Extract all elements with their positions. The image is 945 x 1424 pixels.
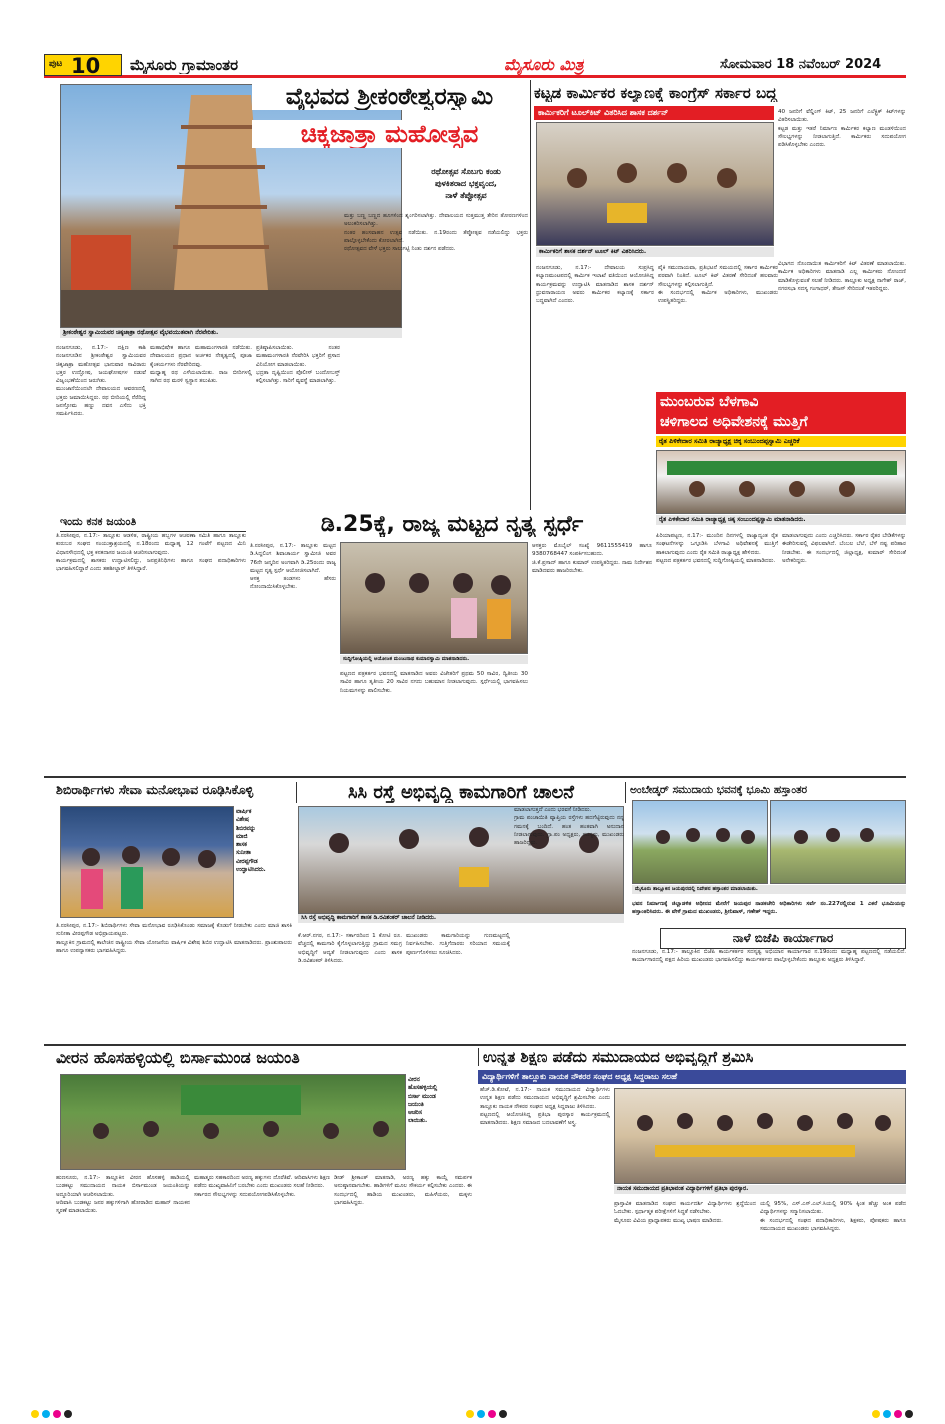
mumbaru-body-col1: ಪಿರಿಯಾಪಟ್ಟಣ, ನ.17:- ಮುಂದಿನ ದಿನಗಳಲ್ಲಿ ರಾಜ್ಯಾದ್ಯಂತ ರೈತ ಸಂಘಟನೆಗಳನ್ನು ಒಗ್ಗೂಡಿಸಿ ಬೆಳಗಾವಿ ಅಧಿವೇಶನಕ್ಕೆ ಮುತ್ತಿಗೆ ಹಾಕಲಾಗುವುದು ಎಂದು ರೈತ ಸಮಿತಿ ರಾಜ್ಯಾಧ್ಯಕ್ಷ ಹೇಳಿದರು. ಪಟ್ಟಣದ ಪತ್ರಕರ್ತರ ಭವನದಲ್ಲಿ ಸುದ್ದಿಗೋಷ್ಠಿಯಲ್ಲಿ ಮಾತನಾಡಿದರು.: [656, 533, 778, 564]
shikshana-photo: [614, 1088, 906, 1184]
shikshana-body-col2: ಪ್ರಾಸ್ತಾವಿಕ ಮಾತನಾಡಿದ ಸಂಘದ ಕಾರ್ಯದರ್ಶಿ ವಿದ್ಯಾರ್ಥಿಗಳು ಶ್ರದ್ಧೆಯಿಂದ ಓದಬೇಕು. ಸ್ಪರ್ಧಾತ್ಮಕ ಪರೀಕ್ಷೆಗಳಿಗೆ ಸಿದ್ಧತೆ ನಡೆಸಬೇಕು. ಮೈಸೂರು ವಿವಿಯ ಪ್ರಾಧ್ಯಾಪಕರು ಮುಖ್ಯ ಭಾಷಣ ಮಾಡಿದರು.: [614, 1201, 756, 1224]
cc-headline: ಸಿಸಿ ರಸ್ತೆ ಅಭಿವೃದ್ಧಿ ಕಾಮಗಾರಿಗೆ ಚಾಲನೆ: [296, 782, 626, 803]
ambedkar-group-graphic-2: [771, 801, 906, 884]
shikshana-group-graphic: [615, 1089, 906, 1184]
dance-body-col1: ತಿ.ನರಸೀಪುರ, ನ.17:- ತಾಲ್ಲೂಕು ಮಟ್ಟದ ಡಿ.ಸಿದ್ದಲಿಂಗ ಶಿವಾಚಾರ್ಯ ಸ್ವಾಮೀಜಿ ಅವರ 76ನೇ ಜನ್ಮದಿನ ಅಂಗವಾಗಿ ಡಿ.25ರಂದು ರಾಜ್ಯ ಮಟ್ಟದ ನೃತ್ಯ ಸ್ಪರ್ಧೆ ಆಯೋಜಿಸಲಾಗಿದೆ. ಆಸಕ್ತ ತಂಡಗಳು ಹೆಸರು ನೋಂದಾಯಿಸಿಕೊಳ್ಳಬೇಕು.: [250, 543, 336, 591]
page-number: 10: [71, 54, 101, 78]
birsa-headline: ವೀರನ ಹೊಸಹಳ್ಳಿಯಲ್ಲಿ ಬಿರ್ಸಾಮುಂಡ ಜಯಂತಿ: [56, 1048, 300, 1067]
registration-marks: [30, 1404, 915, 1414]
section-divider-2: [44, 1044, 906, 1046]
kalyana-body-col1: 40 ಜನರಿಗೆ ವೆಲ್ಡಿಂಗ್ ಕಿಟ್, 25 ಜನರಿಗೆ ಎಲೆಕ್ಟ್ರಿಕ್ ಕಿಟ್‌ಗಳನ್ನು ವಿತರಿಸಲಾಯಿತು. ಕಟ್ಟಡ ಮತ್ತು ಇತರೆ ನಿರ್ಮಾಣ ಕಾರ್ಮಿಕರ ಕಲ್ಯಾಣ ಮಂಡಳಿಯಿಂದ ಸೌಲಭ್ಯಗಳನ್ನು ನೀಡಲಾಗುತ್ತಿದೆ. ಕಾರ್ಮಿಕರು ಸದುಪಯೋಗ ಪಡಿಸಿಕೊಳ್ಳಬೇಕು ಎಂದರು.: [778, 109, 906, 149]
kalyana-headline: ಕಟ್ಟಡ ಕಾರ್ಮಿಕರ ಕಲ್ಯಾಣಕ್ಕೆ ಕಾಂಗ್ರೆಸ್ ಸರ್ಕಾರ ಬದ್ಧ: [534, 84, 778, 102]
mumbaru-photo: [656, 450, 906, 514]
dance-photo: [340, 542, 528, 654]
temple-body-col1: ನಂಜನಗೂಡು, ನ.17:- ದಕ್ಷಿಣ ಕಾಶಿ ನಂಜನಗೂಡಿನ ಶ್ರೀಕಂಠೇಶ್ವರ ಸ್ವಾಮಿಯವರ ಚಿಕ್ಕಜಾತ್ರಾ ಮಹೋತ್ಸವ ಭಾನುವಾರ ಸಾವಿರಾರು ಭಕ್ತರ ಉದ್ಘೋಷ, ಜಯಘೋಷಗಳ ನಡುವೆ ವಿಜೃಂಭಣೆಯಿಂದ ಜರುಗಿತು. ಮುಂಜಾನೆಯಿಂದಲೇ ದೇವಾಲಯದ ಆವರಣದಲ್ಲಿ ಭಕ್ತರು ಜಮಾಯಿಸಿದ್ದರು. ರಥ ಬೀದಿಯಲ್ಲಿ ನೆರೆದಿದ್ದ ಜನಸ್ತೋಮ ಹಣ್ಣು ದವನ ಎಸೆದು ಭಕ್ತಿ ಸಮರ್ಪಿಸಿದರು.: [56, 345, 146, 418]
mumbaru-body-col2: ಮಾಡಲಾಗುವುದು ಎಂದು ಎಚ್ಚರಿಸಿದರು. ಸರ್ಕಾರ ರೈತರ ಬೇಡಿಕೆಗಳನ್ನು ಈಡೇರಿಸುವಲ್ಲಿ ವಿಫಲವಾಗಿದೆ. ಬೆಂಬಲ ಬೆಲೆ, ಬೆಳೆ ನಷ್ಟ ಪರಿಹಾರ ನೀಡಬೇಕು. ಈ ಸಂದರ್ಭದಲ್ಲಿ ಜಿಲ್ಲಾಧ್ಯಕ್ಷ, ಕುಮಾರ್ ಸೇರಿದಂತೆ ಅನೇಕರಿದ್ದರು.: [782, 533, 906, 564]
kanaka-body: ತಿ.ನರಸೀಪುರ, ನ.17:- ತಾಲ್ಲೂಕು ಆಡಳಿತ, ರಾಷ್ಟ್ರೀಯ ಹಬ್ಬಗಳ ಆಚರಣಾ ಸಮಿತಿ ಹಾಗೂ ತಾಲ್ಲೂಕು ಕುರುಬರ ಸಂಘದ ಸಂಯುಕ್ತಾಶ್ರಯದಲ್ಲಿ ನ.18ರಂದು ಮಧ್ಯಾಹ್ನ 12 ಗಂಟೆಗೆ ಪಟ್ಟಣದ ಮಿನಿ ವಿಧಾನಸೌಧದಲ್ಲಿ ಭಕ್ತ ಕನಕದಾಸರ ಜಯಂತಿ ಆಚರಿಸಲಾಗುವುದು. ಕಾರ್ಯಕ್ರಮದಲ್ಲಿ ಶಾಸಕರು ಉದ್ಘಾಟಿಸಲಿದ್ದು, ಜನಪ್ರತಿನಿಧಿಗಳು ಹಾಗೂ ಸಂಘದ ಪದಾಧಿಕಾರಿಗಳು ಭಾಗವಹಿಸಲಿದ್ದಾರೆ ಎಂದು ತಹಶೀಲ್ದಾರ್ ತಿಳಿಸಿದ್ದಾರೆ.: [56, 533, 246, 573]
cc-body-col3: ಮಾಡಲಾಗುತ್ತದೆ ಎಂದು ಭರವಸೆ ನೀಡಿದರು. ಗ್ರಾಮ ಪಂಚಾಯಿತಿ ವ್ಯಾಪ್ತಿಯ ರಸ್ತೆಗಳು ಹದಗೆಟ್ಟಿರುವುದು ನನ್ನ ಗಮನಕ್ಕೆ ಬಂದಿದೆ. ಹಂತ ಹಂತವಾಗಿ ಅನುದಾನ ನೀಡಲಾಗುವುದು. ಗ್ರಾ.ಪಂ ಅಧ್ಯಕ್ಷರು, ಸದಸ್ಯರು, ಮುಖಂಡರು ಹಾಜರಿದ್ದರು.: [514, 807, 624, 847]
ambedkar-group-graphic-1: [633, 801, 768, 884]
temple-body-col2: ಮಹಾಭಿಷೇಕ ಹಾಗೂ ಮಹಾಮಂಗಳಾರತಿ ನಡೆಯಿತು. ದೇವಾಲಯದ ಪ್ರಧಾನ ಅರ್ಚಕರ ನೇತೃತ್ವದಲ್ಲಿ ಪೂಜಾ ಕೈಂಕರ್ಯಗಳು ನೆರವೇರಿದವು. ಮಧ್ಯಾಹ್ನ ರಥ ಎಳೆಯಲಾಯಿತು. ರಾಜ ಬೀದಿಗಳಲ್ಲಿ ಸಾಗಿದ ರಥ ಮರಳಿ ಸ್ವಸ್ಥಾನ ತಲುಪಿತು.: [150, 345, 252, 385]
shibira-headline: ಶಿಬಿರಾರ್ಥಿಗಳು ಸೇವಾ ಮನೋಭಾವ ರೂಢಿಸಿಕೊಳ್ಳಿ: [56, 782, 254, 797]
date: ಸೋಮವಾರ 18 ನವೆಂಬರ್ 2024: [720, 57, 882, 72]
birsa-body-col3: ಡೀಡ್ ಶ್ರೀಕಾಂತ್ ಮಾತನಾಡಿ, ಅರಣ್ಯ ಹಕ್ಕು ಕಾಯ್ದೆ ಸಮರ್ಪಕ ಅನುಷ್ಠಾನವಾಗಬೇಕು. ಹಾಡಿಗಳಿಗೆ ಮೂಲ ಸೌಕರ್ಯ ಕಲ್ಪಿಸಬೇಕು ಎಂದರು. ಈ ಸಂದರ್ಭದಲ್ಲಿ ಹಾಡಿಯ ಮುಖಂಡರು, ಮಹಿಳೆಯರು, ಮಕ್ಕಳು ಭಾಗವಹಿಸಿದ್ದರು.: [334, 1175, 472, 1206]
temple-headline-2: ಚಿಕ್ಕಜಾತ್ರಾ ಮಹೋತ್ಸವ: [252, 120, 527, 148]
shikshana-body-col1: ಹೆಚ್.ಡಿ.ಕೋಟೆ, ನ.17:- ನಾಯಕ ಸಮುದಾಯದ ವಿದ್ಯಾರ್ಥಿಗಳು ಉನ್ನತ ಶಿಕ್ಷಣ ಪಡೆದು ಸಮುದಾಯದ ಅಭಿವೃದ್ಧಿಗೆ ಶ್ರಮಿಸಬೇಕು ಎಂದು ತಾಲ್ಲೂಕು ನಾಯಕ ನೌಕರರ ಸಂಘದ ಅಧ್ಯಕ್ಷ ಸಿದ್ದರಾಜು ತಿಳಿಸಿದರು. ಪಟ್ಟಣದಲ್ಲಿ ಆಯೋಜಿಸಿದ್ದ ಪ್ರತಿಭಾ ಪುರಸ್ಕಾರ ಕಾರ್ಯಕ್ರಮದಲ್ಲಿ ಮಾತನಾಡಿದರು. ಶಿಕ್ಷಣ ಸಮಾಜದ ಬದಲಾವಣೆಗೆ ಅಸ್ತ್ರ.: [480, 1087, 610, 1127]
kalyana-body-col2: ನಂಜನಗೂಡು, ನ.17:- ದೇವಾಲಯ ಸುಪ್ರಸಿದ್ಧ ಕಲ್ಯಾಣಮಂಟಪದಲ್ಲಿ ಕಾರ್ಮಿಕ ಇಲಾಖೆ ವತಿಯಿಂದ ಆಯೋಜಿಸಿದ್ದ ಕಾರ್ಯಕ್ರಮವನ್ನು ಉದ್ಘಾಟಿಸಿ ಮಾತನಾಡಿದ ಶಾಸಕ ದರ್ಶನ್ ಧ್ರುವನಾರಾಯಣ ಅವರು ಕಾರ್ಮಿಕರ ಕಲ್ಯಾಣಕ್ಕೆ ಸರ್ಕಾರ ಬದ್ಧವಾಗಿದೆ ಎಂದರು.: [536, 265, 654, 305]
cc-body-col2: ಮುಖಂಡರು ಕಾಮಗಾರಿಯನ್ನು ಗುಣಮಟ್ಟದಲ್ಲಿ ನಿರ್ವಹಿಸಬೇಕು. ಗುತ್ತಿಗೆದಾರರು ಸರಿಯಾದ ಸಮಯಕ್ಕೆ ಪೂರ್ಣಗೊಳಿಸಲು ಸೂಚಿಸಿದರು.: [406, 933, 510, 956]
section-divider: [44, 776, 906, 778]
bjp-body: ನಂಜನಗೂಡು, ನ.17:- ತಾಲ್ಲೂಕಿನ ಬಿಜೆಪಿ ಕಾರ್ಯಕರ್ತರ ಸದಸ್ಯತ್ವ ಅಭಿಯಾನ ಕಾರ್ಯಾಗಾರ ನ.19ರಂದು ಮಧ್ಯಾಹ್ನ ಪಟ್ಟಣದಲ್ಲಿ ನಡೆಯಲಿದೆ. ಕಾರ್ಯಾಗಾರದಲ್ಲಿ ಪಕ್ಷದ ಹಿರಿಯ ಮುಖಂಡರು ಭಾಗವಹಿಸಲಿದ್ದು ಕಾರ್ಯಕರ್ತರು ಪಾಲ್ಗೊಳ್ಳಬೇಕೆಂದು ತಾಲ್ಲೂಕು ಅಧ್ಯಕ್ಷರು ತಿಳಿಸಿದ್ದಾರೆ.: [632, 949, 906, 964]
shibira-photo: [60, 806, 234, 918]
kalyana-body-col3: ಪೈಕಿ ಸಮುದಾಯವಾ, ಪ್ರತಿಭಟನೆ ಸಮಯದಲ್ಲಿ ಸರ್ಕಾರ ಕಾರ್ಮಿಕರ ಪರವಾಗಿ ನಿಂತಿದೆ. ಟೂಲ್ ಕಿಟ್ ವಿತರಣೆ ಸೇರಿದಂತೆ ಹಲವಾರು ಸೌಲಭ್ಯಗಳನ್ನು ಕಲ್ಪಿಸಲಾಗುತ್ತಿದೆ. ಈ ಸಂದರ್ಭದಲ್ಲಿ ಕಾರ್ಮಿಕ ಅಧಿಕಾರಿಗಳು, ಮುಖಂಡರು ಉಪಸ್ಥಿತರಿದ್ದರು.: [658, 265, 778, 305]
mumbaru-subheadline: ರೈತ ಪಿಳಿಕೇದಾರ ಸಮಿತಿ ರಾಜ್ಯಾಧ್ಯಕ್ಷ ಚಿಕ್ಕ ಸಂಬುಂದಪ್ಪಸ್ವಾಮಿ ಎಚ್ಚರಿಕೆ: [656, 436, 906, 447]
temple-body-col3: ಪ್ರತಿಷ್ಠಾಪಿಸಲಾಯಿತು. ನಂತರ ಮಹಾಮಂಗಳಾರತಿ ನೆರವೇರಿಸಿ ಭಕ್ತರಿಗೆ ಪ್ರಸಾದ ವಿನಿಯೋಗ ಮಾಡಲಾಯಿತು. ಭದ್ರತಾ ದೃಷ್ಟಿಯಿಂದ ಪೊಲೀಸ್ ಬಂದೋಬಸ್ತ್ ಕಲ್ಪಿಸಲಾಗಿತ್ತು. ಸಾರಿಗೆ ವ್ಯವಸ್ಥೆ ಮಾಡಲಾಗಿತ್ತು.: [256, 345, 340, 385]
mumbaru-headline-1: ಮುಂಬರುವ ಬೆಳಗಾವಿ: [660, 394, 759, 410]
birsa-body-col2: ಮಹಾತ್ಮರು ಸಹಕಾರದಿಂದ ಅರಣ್ಯ ಹಕ್ಕುಗಳು ದೊರೆತಿವೆ. ಆದಿವಾಸಿಗಳು ಶಿಕ್ಷಣ ಪಡೆದು ಮುಖ್ಯವಾಹಿನಿಗೆ ಬರಬೇಕು ಎಂದು ಮುಖಂಡರು ಸಲಹೆ ನೀಡಿದರು. ಸರ್ಕಾರದ ಸೌಲಭ್ಯಗಳನ್ನು ಸದುಪಯೋಗಪಡಿಸಿಕೊಳ್ಳಬೇಕು.: [194, 1175, 330, 1198]
shikshana-body-col3: ಯಲ್ಲಿ 95%, ಎಸ್.ಎಸ್.ಎಲ್.ಸಿಯಲ್ಲಿ 90% ಕ್ಕಿಂತ ಹೆಚ್ಚು ಅಂಕ ಪಡೆದ ವಿದ್ಯಾರ್ಥಿಗಳನ್ನು ಸನ್ಮಾನಿಸಲಾಯಿತು. ಈ ಸಂದರ್ಭದಲ್ಲಿ ಸಂಘದ ಪದಾಧಿಕಾರಿಗಳು, ಶಿಕ್ಷಕರು, ಪೋಷಕರು ಹಾಗೂ ಸಮುದಾಯದ ಮುಖಂಡರು ಭಾಗವಹಿಸಿದ್ದರು.: [760, 1201, 906, 1232]
dance-body-col3: ಆಸಕ್ತರು ಮೊಬೈಲ್ ಸಂಖ್ಯೆ 9611555419 ಹಾಗೂ 9380768447 ಸಂಪರ್ಕಿಸಬಹುದು. ಜಿ.ಕೆ.ಪ್ರಸಾದ್ ಹಾಗೂ ಕುಮಾರ್ ಉಪಸ್ಥಿತರಿದ್ದರು. ನಾಮ ನಿರ್ದೇಶನ ಮಾಡಿದವರು ಹಾಜರಿರಬೇಕು.: [532, 543, 652, 574]
kalyana-subheadline: ಕಾರ್ಮಿಕರಿಗೆ ಟೂಲ್‌ಕಿಟ್ ವಿತರಿಸಿದ ಶಾಸಕ ದರ್ಶನ್: [534, 106, 774, 120]
shikshana-headline: ಉನ್ನತ ಶಿಕ್ಷಣ ಪಡೆದು ಸಮುದಾಯದ ಅಭಿವೃದ್ಧಿಗೆ ಶ್ರಮಿಸಿ: [478, 1048, 906, 1066]
mumbaru-group-graphic: [657, 451, 906, 514]
cc-body-col1: ಕೆ.ಆರ್.ನಗರ, ನ.17:- ಸರ್ಕಾರದಿಂದ 1 ಕೋಟಿ ರೂ. ವೆಚ್ಚದಲ್ಲಿ ಕಾಮಗಾರಿ ಕೈಗೊಳ್ಳಲಾಗುತ್ತಿದ್ದು ಗ್ರಾಮದ ಸಮಗ್ರ ಅಭಿವೃದ್ಧಿಗೆ ಆದ್ಯತೆ ನೀಡಲಾಗುವುದು ಎಂದು ಶಾಸಕ ಡಿ.ರವಿಶಂಕರ್ ತಿಳಿಸಿದರು.: [298, 933, 402, 964]
birsa-photo: [60, 1074, 406, 1170]
temple-caption: ಶ್ರೀಕಂಠೇಶ್ವರ ಸ್ವಾಮಿಯವರ ಚಿಕ್ಕಜಾತ್ರಾ ರಥೋತ್ಸವ ವೈಭವಯುತವಾಗಿ ನೆರವೇರಿತು.: [60, 328, 402, 338]
temple-body-col4: ಮತ್ತು ಬಣ್ಣ ಬಣ್ಣದ ಹೂಗಳಿಂದ ಶೃಂಗರಿಸಲಾಗಿತ್ತು. ದೇವಾಲಯದ ಸುತ್ತಮುತ್ತ ತೇರಿನ ತೋರಣಗಳಿಂದ ಅಲಂಕರಿಸಲಾಗಿತ್ತು. ನಂತರ ಹಂಸವಾಹನ ಉತ್ಸವ ನಡೆಯಿತು. ನ.19ರಂದು ತೆಪ್ಪೋತ್ಸವ ನಡೆಯಲಿದ್ದು ಭಕ್ತರು ಪಾಲ್ಗೊಳ್ಳಬೇಕೆಂದು ಕೋರಲಾಗಿದೆ. ರಥೋತ್ಸವದ ವೇಳೆ ಭಕ್ತರು ಸಾಲುಗಟ್ಟಿ ನಿಂತು ದರ್ಶನ ಪಡೆದರು.: [344, 213, 528, 253]
ambedkar-photo-2: [770, 800, 906, 884]
bjp-headline: ನಾಳೆ ಬಿಜೆಪಿ ಕಾರ್ಯಾಗಾರ: [660, 928, 906, 949]
ambedkar-caption: ಮೈಸೂರು ತಾಲ್ಲೂಕಿನ ಜಯಪುರದಲ್ಲಿ ನಿವೇಶನ ಹಸ್ತಾಂತರ ಮಾಡಲಾಯಿತು.: [632, 885, 906, 894]
paper-name: ಮೈಸೂರು ಮಿತ್ರ: [504, 55, 584, 74]
kalyana-photo: [536, 122, 774, 246]
shikshana-caption: ನಾಯಕ ಸಮುದಾಯದ ಪ್ರತಿಭಾವಂತ ವಿದ್ಯಾರ್ಥಿಗಳಿಗೆ ಪ್ರತಿಭಾ ಪುರಸ್ಕಾರ.: [614, 1185, 906, 1194]
kalyana-body-col4: ವಿಭಾಗದ ನೊಂದಾಯಿತ ಕಾರ್ಮಿಕರಿಗೆ ಕಿಟ್ ವಿತರಣೆ ಮಾಡಲಾಯಿತು. ಕಾರ್ಮಿಕ ಅಧಿಕಾರಿಗಳು ಮಾತನಾಡಿ ಎಲ್ಲ ಕಾರ್ಮಿಕರು ನೋಂದಣಿ ಮಾಡಿಕೊಳ್ಳುವಂತೆ ಸಲಹೆ ನೀಡಿದರು. ತಾಲ್ಲೂಕು ಅಧ್ಯಕ್ಷ ನಾಗೇಶ್ ರಾಜ್, ನಗರಸಭಾ ಸದಸ್ಯ ಗಂಗಾಧರ್, ತೇಜಸ್ ಸೇರಿದಂತೆ ಇತರರಿದ್ದರು.: [778, 261, 906, 292]
ambedkar-photo-1: [632, 800, 768, 884]
ambedkar-body: ಭವನ ನಿರ್ಮಾಣಕ್ಕೆ ಜಿಲ್ಲಾಡಳಿತ ಅಧೀನದ ಮೇರೆಗೆ ಜಯಪುರ ನಾಡಕಚೇರಿ ಅಧಿಕಾರಿಗಳು ಸರ್ವೆ ನಂ.227ರಲ್ಲಿರುವ 1 ಎಕರೆ ಭೂಮಿಯನ್ನು ಹಸ್ತಾಂತರಿಸಿದರು. ಈ ವೇಳೆ ಗ್ರಾಮದ ಮುಖಂಡರು, ಶ್ರೀನಿವಾಸ್, ಗಣೇಶ್ ಇದ್ದರು.: [632, 901, 906, 916]
temple-headline-1: ವೈಭವದ ಶ್ರೀಕಂಠೇಶ್ವರಸ್ವಾಮಿ: [252, 84, 527, 110]
kanaka-headline: ಇಂದು ಕನಕ ಜಯಂತಿ: [60, 515, 246, 532]
column-divider: [530, 80, 531, 510]
mumbaru-headline-2: ಚಳಿಗಾಲದ ಅಧಿವೇಶನಕ್ಕೆ ಮುತ್ತಿಗೆ: [660, 414, 808, 430]
masthead: [44, 52, 906, 78]
temple-subheadline: ರಥೋತ್ಸವ ಸೊಬಗು ಕಂಡು ಪುಳಕಿತರಾದ ಭಕ್ತವೃಂದ, ನಾಳೆ ತೆಪ್ಪೋತ್ಸವ: [431, 167, 501, 200]
dance-group-graphic: [341, 543, 528, 654]
birsa-body-col1: ಹುಣಸೂರು, ನ.17:- ತಾಲ್ಲೂಕಿನ ವೀರನ ಹೊಸಹಳ್ಳಿ ಹಾಡಿಯಲ್ಲಿ ಬುಡಕಟ್ಟು ಸಮುದಾಯದ ನಾಯಕ ಬಿರ್ಸಾಮುಂಡ ಜಯಂತಿಯನ್ನು ಅದ್ದೂರಿಯಾಗಿ ಆಚರಿಸಲಾಯಿತು. ಆದಿವಾಸಿ ಬುಡಕಟ್ಟು ಜನರ ಹಕ್ಕುಗಳಿಗಾಗಿ ಹೋರಾಡಿದ ಮಹಾನ್ ನಾಯಕನ ಸ್ಮರಣೆ ಮಾಡಲಾಯಿತು.: [56, 1175, 190, 1215]
kalyana-group-graphic: [537, 123, 774, 246]
page-label: ಪುಟ: [49, 59, 63, 69]
birsa-side-caption: ವೀರನ ಹೊಸಹಳ್ಳಿಯಲ್ಲಿ ಬಿರ್ಸಾ ಮುಂಡ ಜಯಂತಿ ಆಚರಿಸ ಲಾಯಿತು.: [408, 1077, 438, 1125]
dance-body-col2: ಪಟ್ಟಣದ ಪತ್ರಕರ್ತರ ಭವನದಲ್ಲಿ ಮಾತನಾಡಿದ ಅವರು ವಿಜೇತರಿಗೆ ಪ್ರಥಮ 50 ಸಾವಿರ, ದ್ವಿತೀಯ 30 ಸಾವಿರ ಹಾಗೂ ತೃತೀಯ 20 ಸಾವಿರ ನಗದು ಬಹುಮಾನ ನೀಡಲಾಗುವುದು. ಸ್ಪರ್ಧೆಯಲ್ಲಿ ಭಾಗವಹಿಸಲು ನಿಯಮಗಳನ್ನು ಪಾಲಿಸಬೇಕು.: [340, 671, 528, 694]
section-name: ಮೈಸೂರು ಗ್ರಾಮಾಂತರ: [130, 56, 239, 74]
dance-headline: ಡಿ.25ಕ್ಕೆ, ರಾಜ್ಯ ಮಟ್ಟದ ನೃತ್ಯ ಸ್ಪರ್ಧೆ: [320, 512, 584, 537]
dance-caption: ಸುದ್ದಿಗೋಷ್ಠಿಯಲ್ಲಿ ಆಯೋಜಕ ಮಂಜುನಾಥ ಕುಮಾರಸ್ವಾಮಿ ಮಾತನಾಡಿದರು.: [340, 655, 528, 664]
shibira-body: ತಿ.ನರಸೀಪುರ, ನ.17:- ಶಿಬಿರಾರ್ಥಿಗಳು ಸೇವಾ ಮನೋಭಾವ ರೂಢಿಸಿಕೊಂಡು ಸಮಾಜಕ್ಕೆ ಕೊಡುಗೆ ನೀಡಬೇಕು ಎಂದು ಮಾಜಿ ಶಾಸಕಿ ಸುನೀತಾ ವೀರಪ್ಪಗೌಡ ಅಭಿಪ್ರಾಯಪಟ್ಟರು. ತಾಲ್ಲೂಕಿನ ಗ್ರಾಮದಲ್ಲಿ ಕಾಲೇಜಿನ ರಾಷ್ಟ್ರೀಯ ಸೇವಾ ಯೋಜನೆಯ ವಾರ್ಷಿಕ ವಿಶೇಷ ಶಿಬಿರ ಉದ್ಘಾಟಿಸಿ ಮಾತನಾಡಿದರು. ಪ್ರಾಂಶುಪಾಲರು ಹಾಗೂ ಉಪನ್ಯಾಸಕರು ಭಾಗವಹಿಸಿದ್ದರು.: [56, 923, 292, 954]
shikshana-subheadline: ವಿದ್ಯಾರ್ಥಿಗಳಿಗೆ ತಾಲ್ಲೂಕು ನಾಯಕ ನೌಕರರ ಸಂಘದ ಅಧ್ಯಕ್ಷ ಸಿದ್ದರಾಜು ಸಲಹೆ: [478, 1070, 906, 1084]
kalyana-caption: ಕಾರ್ಮಿಕರಿಗೆ ಶಾಸಕ ದರ್ಶನ್ ಟೂಲ್ ಕಿಟ್ ವಿತರಿಸಿದರು.: [536, 247, 774, 257]
cc-caption: ಸಿಸಿ ರಸ್ತೆ ಅಭಿವೃದ್ಧಿ ಕಾಮಗಾರಿಗೆ ಶಾಸಕ ಡಿ.ರವಿಶಂಕರ್ ಚಾಲನೆ ನೀಡಿದರು.: [298, 914, 624, 923]
birsa-group-graphic: [61, 1075, 406, 1170]
ambedkar-headline: ಅಂಬೇಡ್ಕರ್ ಸಮುದಾಯ ಭವನಕ್ಕೆ ಭೂಮಿ ಹಸ್ತಾಂತರ: [630, 784, 808, 796]
mumbaru-caption: ರೈತ ಪಿಳಿಕೇದಾರ ಸಮಿತಿ ರಾಜ್ಯಾಧ್ಯಕ್ಷ ಚಿಕ್ಕ ಸಂಬುಂದಪ್ಪಸ್ವಾಮಿ ಮಾತನಾಡಿದರು.: [656, 515, 906, 525]
shibira-group-graphic: [61, 807, 234, 918]
shibira-side-caption: ವಾರ್ಷಿಕ ವಿಶೇಷ ಶಿಬಿರವನ್ನು ಮಾಜಿ ಶಾಸಕ ಸುನೀತಾ ವೀರಪ್ಪಗೌಡ ಉದ್ಘಾಟಿಸಿದರು.: [236, 809, 266, 874]
page-number-box: [44, 54, 122, 76]
